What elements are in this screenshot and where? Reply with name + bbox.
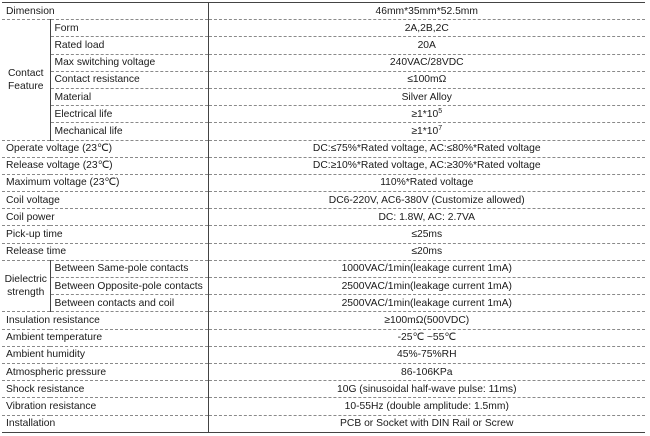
row-value: 45%-75%RH <box>208 346 645 363</box>
table-row <box>2 278 645 295</box>
row-label: Pick-up time <box>2 226 208 243</box>
table-row <box>2 346 645 363</box>
row-label: Release time <box>2 243 208 260</box>
row-label: Max switching voltage <box>50 54 208 71</box>
table-row <box>2 37 645 54</box>
group-label-line: strength <box>7 287 45 299</box>
row-label: Shock resistance <box>2 381 208 398</box>
group-label-line: Feature <box>8 80 44 92</box>
row-label: Installation <box>2 415 208 432</box>
row-value <box>208 123 645 140</box>
table-row <box>2 54 645 71</box>
table-row <box>2 140 645 157</box>
row-value: DC:≤75%*Rated voltage, AC:≤80%*Rated voltage <box>208 140 645 157</box>
group-label-line: Dielectric <box>4 274 47 286</box>
row-label: Maximum voltage (23℃) <box>2 174 208 191</box>
group-label-dielectric-strength <box>2 260 50 312</box>
table-row <box>2 20 645 37</box>
row-value: -25℃ ~55℃ <box>208 329 645 346</box>
row-label: Between Same-pole contacts <box>50 260 208 277</box>
table-row <box>2 312 645 329</box>
row-value: DC:≥10%*Rated voltage, AC:≥30%*Rated voltage <box>208 157 645 174</box>
row-label: Mechanical life <box>50 123 208 140</box>
row-value: 46mm*35mm*52.5mm <box>208 3 645 20</box>
row-value: ≤25ms <box>208 226 645 243</box>
table-row <box>2 415 645 432</box>
table-row <box>2 243 645 260</box>
row-label: Contact resistance <box>50 71 208 88</box>
row-value: PCB or Socket with DIN Rail or Screw <box>208 415 645 432</box>
table-row <box>2 3 645 20</box>
row-value: DC: 1.8W, AC: 2.7VA <box>208 209 645 226</box>
group-label-contact-feature <box>2 20 50 140</box>
table-row <box>2 295 645 312</box>
table-row <box>2 71 645 88</box>
table-row <box>2 174 645 191</box>
relay-spec-table <box>2 2 645 433</box>
group-label-line: Contact <box>8 67 44 79</box>
value-exponent: 7 <box>438 124 443 132</box>
row-value: 2500VAC/1min(leakage current 1mA) <box>208 295 645 312</box>
table-row <box>2 260 645 277</box>
row-label: Electrical life <box>50 106 208 123</box>
row-label: Rated load <box>50 37 208 54</box>
row-value: Silver Alloy <box>208 88 645 105</box>
row-label: Release voltage (23℃) <box>2 157 208 174</box>
table-row <box>2 157 645 174</box>
value-exponent: 5 <box>438 107 443 115</box>
table-row <box>2 209 645 226</box>
row-value: 2A,2B,2C <box>208 20 645 37</box>
row-value <box>208 106 645 123</box>
row-label: Coil voltage <box>2 192 208 209</box>
row-label: Vibration resistance <box>2 398 208 415</box>
row-label: Operate voltage (23℃) <box>2 140 208 157</box>
table-row <box>2 88 645 105</box>
row-value: 110%*Rated voltage <box>208 174 645 191</box>
value-base: ≥1*10 <box>411 125 439 137</box>
row-label: Material <box>50 88 208 105</box>
table-row <box>2 192 645 209</box>
row-label: Atmospheric pressure <box>2 363 208 380</box>
row-label: Form <box>50 20 208 37</box>
row-value: 20A <box>208 37 645 54</box>
row-value: 1000VAC/1min(leakage current 1mA) <box>208 260 645 277</box>
row-label: Insulation resistance <box>2 312 208 329</box>
row-value: 86-106KPa <box>208 363 645 380</box>
row-value: ≥100mΩ(500VDC) <box>208 312 645 329</box>
row-value: 240VAC/28VDC <box>208 54 645 71</box>
row-label: Ambient humidity <box>2 346 208 363</box>
row-value: ≤20ms <box>208 243 645 260</box>
row-value: 2500VAC/1min(leakage current 1mA) <box>208 278 645 295</box>
table-row <box>2 381 645 398</box>
row-value: 10G (sinusoidal half-wave pulse: 11ms) <box>208 381 645 398</box>
row-label: Ambient temperature <box>2 329 208 346</box>
table-row <box>2 363 645 380</box>
row-label: Between Opposite-pole contacts <box>50 278 208 295</box>
row-value: DC6-220V, AC6-380V (Customize allowed) <box>208 192 645 209</box>
table-row <box>2 123 645 140</box>
table-row <box>2 329 645 346</box>
table-row <box>2 106 645 123</box>
table-row <box>2 226 645 243</box>
row-label: Dimension <box>2 3 208 20</box>
row-label: Between contacts and coil <box>50 295 208 312</box>
row-label: Coil power <box>2 209 208 226</box>
table-row <box>2 398 645 415</box>
row-value: ≤100mΩ <box>208 71 645 88</box>
value-base: ≥1*10 <box>411 108 439 120</box>
row-value: 10-55Hz (double amplitude: 1.5mm) <box>208 398 645 415</box>
